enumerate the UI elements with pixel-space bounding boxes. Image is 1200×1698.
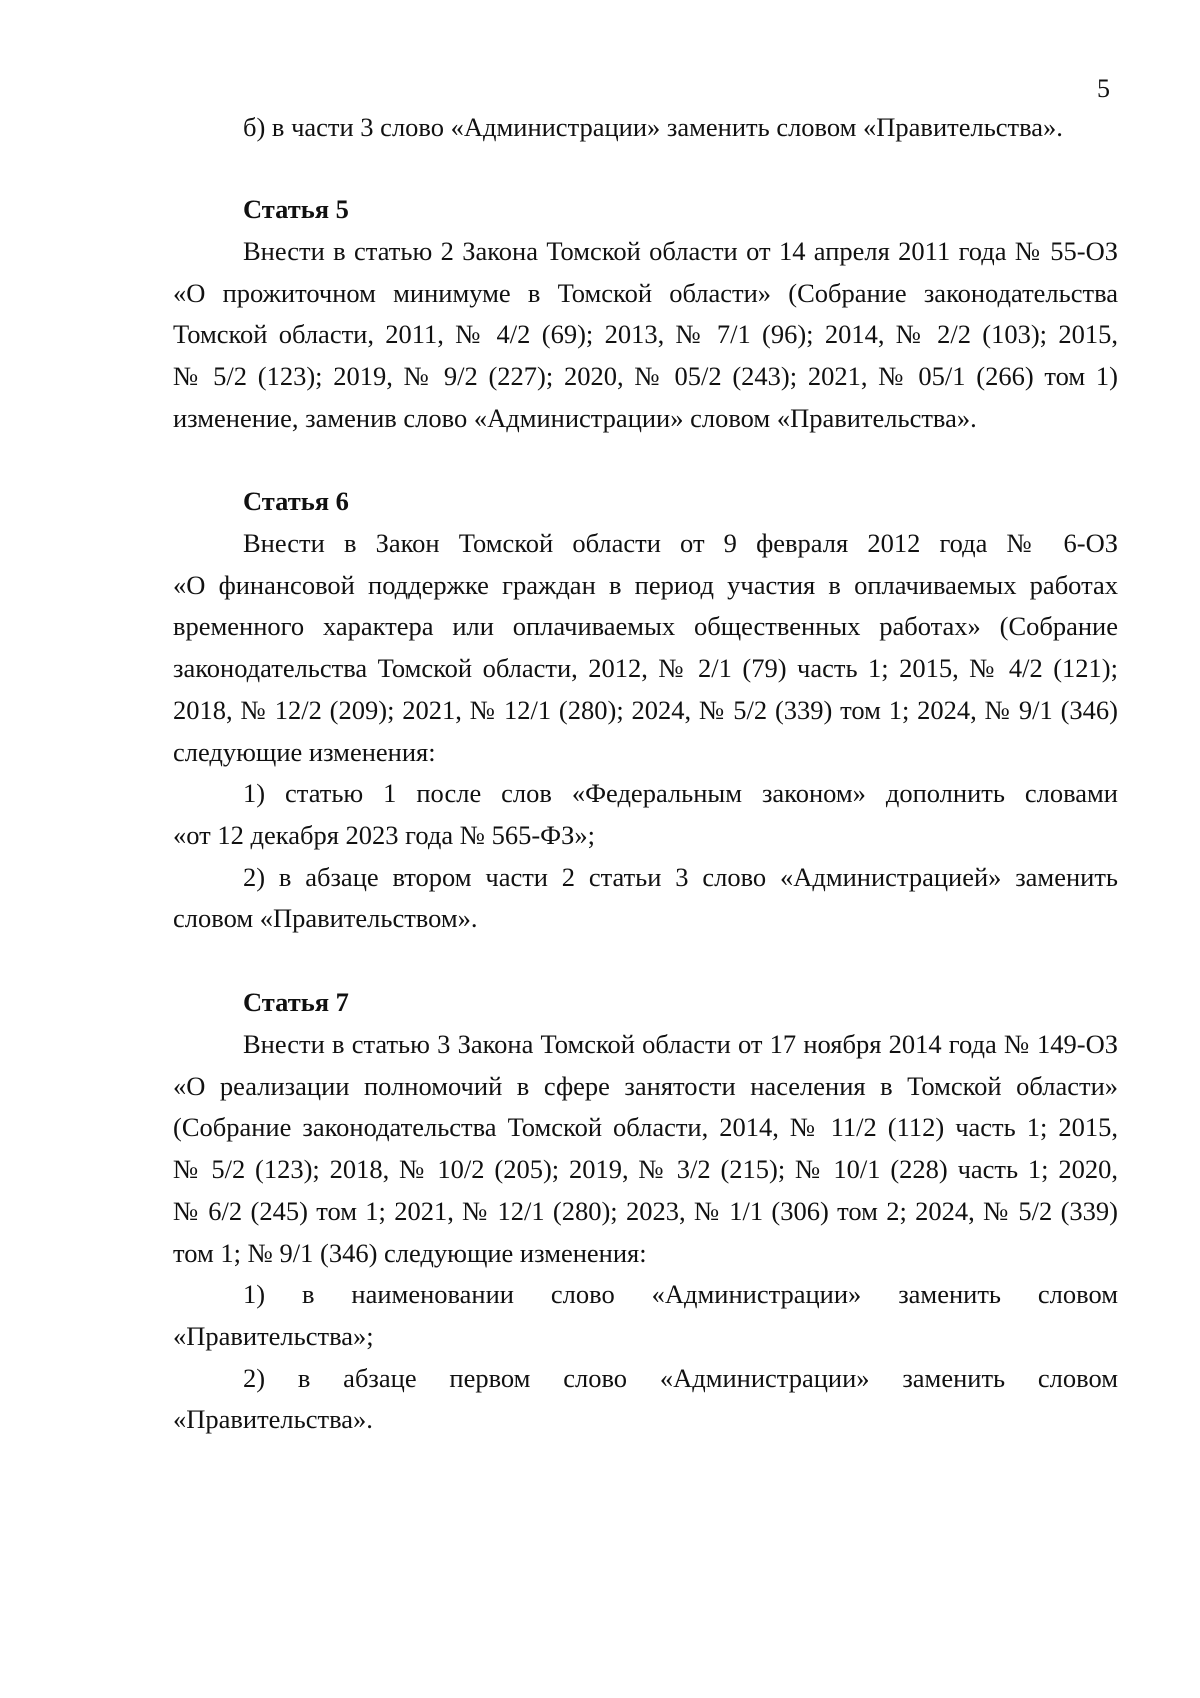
paragraph-line: «О прожиточном минимуме в Томской области» (Собрание законодательства	[173, 278, 1118, 308]
paragraph-line: (Собрание законодательства Томской области, 2014, № 11/2 (112) часть 1; 2015,	[173, 1112, 1118, 1142]
list-item: 1) в наименовании слово «Администрации» заменить словом	[243, 1279, 1118, 1309]
list-item-continuation: «Правительства».	[173, 1404, 373, 1434]
paragraph-line: Томской области, 2011, № 4/2 (69); 2013, № 7/1 (96); 2014, № 2/2 (103); 2015,	[173, 319, 1118, 349]
paragraph-line: б) в части 3 слово «Администрации» заменить словом «Правительства».	[243, 112, 1063, 142]
paragraph-line: № 6/2 (245) том 1; 2021, № 12/1 (280); 2023, № 1/1 (306) том 2; 2024, № 5/2 (339)	[173, 1196, 1118, 1226]
list-item: 1) статью 1 после слов «Федеральным законом» дополнить словами	[243, 778, 1118, 808]
paragraph-line: «О реализации полномочий в сфере занятости населения в Томской области»	[173, 1071, 1118, 1101]
paragraph-line: 2018, № 12/2 (209); 2021, № 12/1 (280); 2024, № 5/2 (339) том 1; 2024, № 9/1 (346)	[173, 695, 1118, 725]
article-heading: Статья 6	[243, 486, 349, 516]
article-heading: Статья 5	[243, 194, 349, 224]
paragraph-line: Внести в статью 3 Закона Томской области от 17 ноября 2014 года № 149-ОЗ	[243, 1029, 1118, 1059]
paragraph-line: временного характера или оплачиваемых общественных работах» (Собрание	[173, 611, 1118, 641]
paragraph-line: «О финансовой поддержке граждан в период участия в оплачиваемых работах	[173, 570, 1118, 600]
page-number: 5	[1097, 74, 1110, 103]
article-heading: Статья 7	[243, 987, 349, 1017]
paragraph-line: изменение, заменив слово «Администрации» словом «Правительства».	[173, 403, 977, 433]
paragraph-line: № 5/2 (123); 2018, № 10/2 (205); 2019, № 3/2 (215); № 10/1 (228) часть 1; 2020,	[173, 1154, 1118, 1184]
list-item: 2) в абзаце втором части 2 статьи 3 слово «Администрацией» заменить	[243, 862, 1118, 892]
paragraph-line: Внести в Закон Томской области от 9 февраля 2012 года № 6-ОЗ	[243, 528, 1118, 558]
paragraph-line: Внести в статью 2 Закона Томской области от 14 апреля 2011 года № 55-ОЗ	[243, 236, 1118, 266]
list-item-continuation: «Правительства»;	[173, 1321, 374, 1351]
paragraph-line: следующие изменения:	[173, 737, 436, 767]
paragraph-line: № 5/2 (123); 2019, № 9/2 (227); 2020, № 05/2 (243); 2021, № 05/1 (266) том 1)	[173, 361, 1118, 391]
paragraph-line: том 1; № 9/1 (346) следующие изменения:	[173, 1238, 647, 1268]
list-item-continuation: «от 12 декабря 2023 года № 565-ФЗ»;	[173, 820, 596, 850]
list-item-continuation: словом «Правительством».	[173, 903, 478, 933]
paragraph-line: законодательства Томской области, 2012, № 2/1 (79) часть 1; 2015, № 4/2 (121);	[173, 653, 1118, 683]
list-item: 2) в абзаце первом слово «Администрации» заменить словом	[243, 1363, 1118, 1393]
